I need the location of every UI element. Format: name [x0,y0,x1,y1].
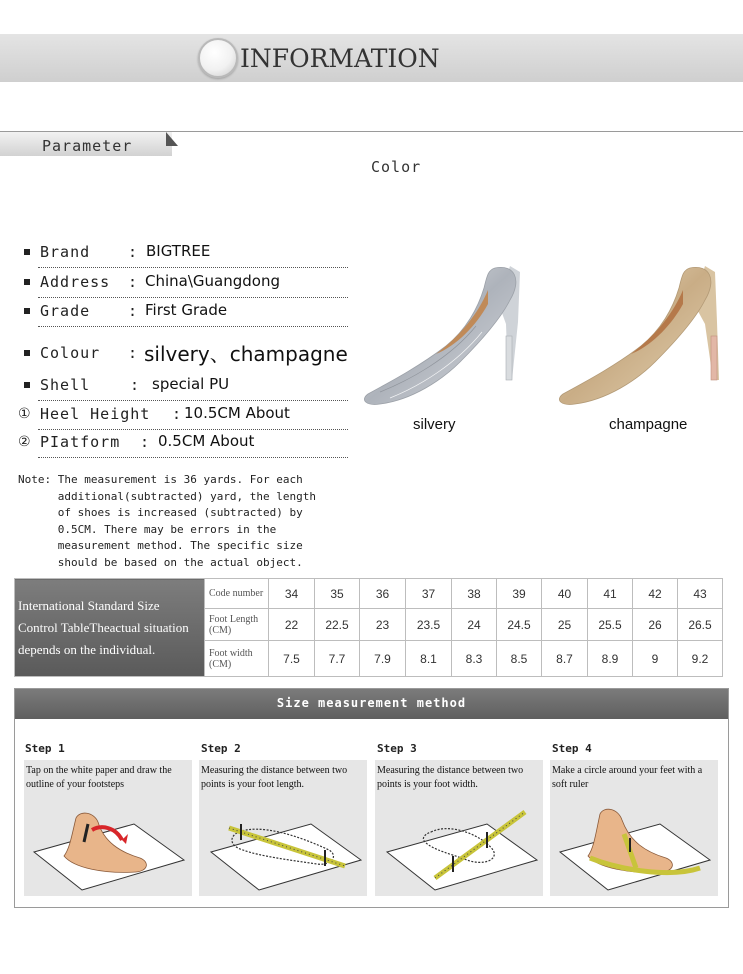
attribute-value: BIGTREE [146,242,211,260]
step-2-panel [199,760,367,896]
step-4-label: Step 4 [552,742,592,755]
dotted-divider [38,267,348,268]
attribute-row-colour [0,340,360,372]
table-cell: 41 [588,579,633,609]
table-cell: 43 [678,579,723,609]
attribute-colon: : [128,243,138,261]
shoe-label-silvery: silvery [413,416,456,433]
attribute-value: 0.5CM About [158,432,255,450]
attribute-key: Shell [40,376,91,394]
step-1-panel [24,760,192,896]
step-3-text: Measuring the distance between two points is your foot width. [377,765,524,790]
table-cell: 39 [497,579,542,609]
attribute-value: China\Guangdong [145,272,280,290]
table-cell: 23.5 [406,609,452,641]
shoe-label-champagne: champagne [609,416,688,433]
table-cell: 25.5 [588,609,633,641]
table-cell: 34 [269,579,315,609]
foot-circumference-illustration [550,794,718,894]
attribute-value: 10.5CM About [184,404,290,422]
measurement-note [18,472,316,571]
attribute-key: Brand [40,243,91,261]
table-cell: 22 [269,609,315,641]
foot-length-illustration [199,794,367,894]
measurement-title: Size measurement method [276,696,467,710]
step-2-label: Step 2 [201,742,241,755]
attribute-key: Grade [40,302,91,320]
dotted-divider [38,400,348,401]
table-cell: 26.5 [678,609,723,641]
table-cell: 7.7 [315,641,360,677]
step-1-text: Tap on the white paper and draw the outline of your footsteps [26,765,172,790]
table-cell: 40 [542,579,588,609]
table-cell: 8.9 [588,641,633,677]
parameter-tab-notch [166,132,178,146]
table-cell: 22.5 [315,609,360,641]
attribute-row-address [0,272,360,298]
size-table [14,578,723,677]
row-header: Foot width (CM) [205,641,269,677]
attribute-value: First Grade [145,301,228,319]
parameter-label: Parameter [42,137,133,155]
note-line: The measurement is 36 yards. For each [57,473,303,486]
square-bullet-icon [24,279,30,285]
attribute-colon: : [140,433,150,451]
step-1-label: Step 1 [25,742,65,755]
attribute-row-platform [0,432,360,458]
attribute-colon: : [128,302,138,320]
information-title: INFORMATION [240,44,440,73]
size-table-caption [15,579,205,677]
attribute-row-heel-height [0,404,360,430]
silvery-shoe-image [360,262,540,412]
step-4-text: Make a circle around your feet with a soft ruler [552,765,703,790]
dotted-divider [38,457,348,458]
table-cell: 38 [452,579,497,609]
note-line: 0.5CM. There may be errors in the [57,522,277,536]
attribute-row-shell [0,375,360,401]
square-bullet-icon [24,382,30,388]
foot-outline-illustration [24,794,192,894]
table-cell: 8.5 [497,641,542,677]
dotted-divider [38,297,348,298]
caption-line: Control TableTheactual situation [18,619,189,635]
square-bullet-icon [24,249,30,255]
dotted-divider [38,429,348,430]
circled-number-two: ② [18,434,31,450]
dotted-divider [38,326,348,327]
table-cell: 36 [360,579,406,609]
banner-circle-ornament [198,38,238,78]
attribute-key: Colour [40,344,101,362]
attribute-colon: : [128,344,138,362]
note-line: should be based on the actual object. [57,555,303,569]
step-3-panel [375,760,543,896]
attribute-key: PIatform [40,433,121,451]
table-cell: 42 [633,579,678,609]
table-cell: 24.5 [497,609,542,641]
table-cell: 25 [542,609,588,641]
step-3-label: Step 3 [377,742,417,755]
note-line: measurement method. The specific size [57,539,303,552]
step-2-text: Measuring the distance between two points is your foot length. [201,765,348,790]
row-header: Code number [205,579,269,609]
table-cell: 7.9 [360,641,406,677]
square-bullet-icon [24,308,30,314]
foot-width-illustration [375,794,543,894]
caption-line: depends on the individual. [18,641,156,657]
color-heading: Color [371,158,422,176]
note-line: additional(subtracted) yard, the length [57,489,317,503]
parameter-divider [0,131,743,132]
attribute-row-brand [0,242,360,268]
table-cell: 9.2 [678,641,723,677]
attribute-key: Address [40,273,111,291]
attribute-key: Heel Height [40,405,151,423]
table-cell: 8.7 [542,641,588,677]
table-cell: 37 [406,579,452,609]
attribute-row-grade [0,301,360,327]
table-cell: 8.1 [406,641,452,677]
attribute-value: special PU [152,375,230,393]
table-cell: 9 [633,641,678,677]
note-line: of shoes is increased (subtracted) by [57,506,303,519]
note-prefix: Note: [18,473,52,486]
attribute-value: silvery、champagne [144,342,348,366]
table-cell: 23 [360,609,406,641]
attribute-colon: : [128,273,138,291]
attribute-colon: : [130,376,140,394]
table-cell: 35 [315,579,360,609]
attribute-colon: : [172,405,182,423]
row-header: Foot Length (CM) [205,609,269,641]
caption-line: International Standard Size [18,597,160,613]
table-cell: 8.3 [452,641,497,677]
step-4-panel [550,760,718,896]
circled-number-one: ① [18,406,31,422]
table-cell: 26 [633,609,678,641]
square-bullet-icon [24,350,30,356]
champagne-shoe-image [555,262,735,412]
table-row-code-number [15,579,723,609]
table-cell: 24 [452,609,497,641]
table-cell: 7.5 [269,641,315,677]
